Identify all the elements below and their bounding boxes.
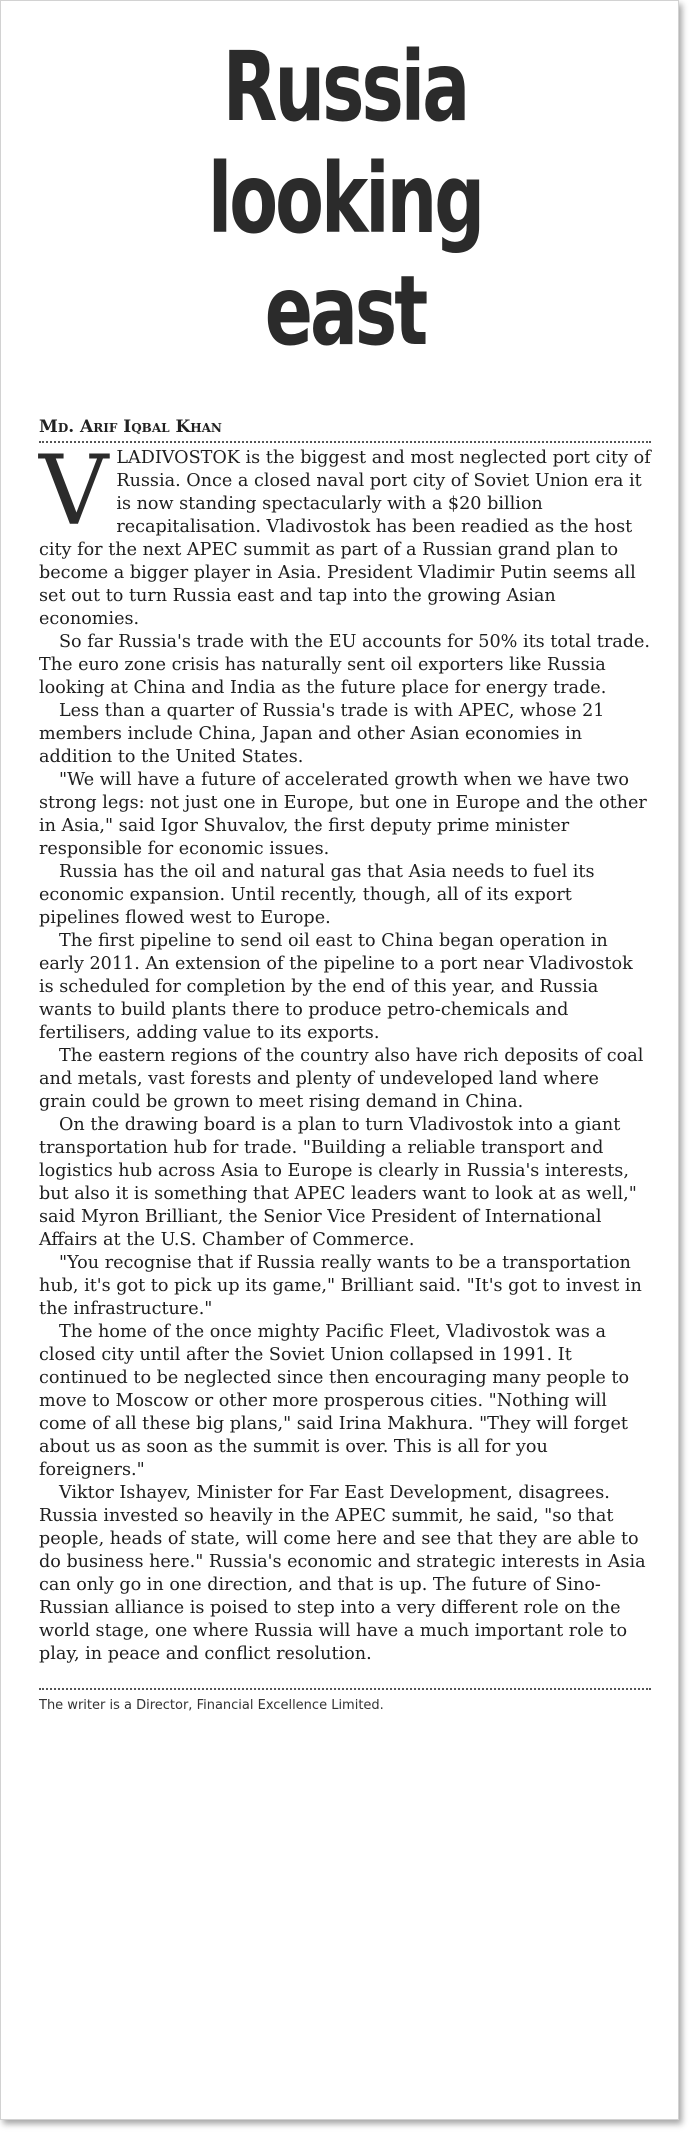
article-paragraph: Less than a quarter of Russia's trade is with APEC, whose 21 members include China, Japan and other Asian economies in addition to the United States. [39, 701, 605, 767]
article-paragraph: "We will have a future of accelerated growth when we have two strong legs: not just one in Europe, but one in Europe and the other in Asia," said Igor Shuvalov, the first deputy prime minister responsible for economic issues. [39, 770, 647, 859]
article-paragraph: Viktor Ishayev, Minister for Far East Development, disagrees. Russia invested so heavily in the APEC summit, he said, "so that people, heads of state, will come here and see that they are able to do business here." Russia's economic and strategic interests in Asia can only go in one direction, and that is up. The future of Sino-Russian alliance is poised to step into a very different role on the world stage, one where Russia will have a much important role to play, in peace and conflict resolution. [39, 1483, 646, 1664]
first-paragraph-text: LADIVOSTOK is the biggest and most neglected port city of Russia. Once a closed naval port city of Soviet Union era it is now standing spectacularly with a $20 billion recapitalisation. Vladivostok has been readied as the host city for the next APEC summit as part of a Russian grand plan to become a bigger player in Asia. President Vladimir Putin seems all set out to turn Russia east and tap into the growing Asian economies. [39, 448, 651, 629]
footer-divider [39, 1688, 651, 1690]
article-paragraph: The first pipeline to send oil east to China began operation in early 2011. An extension of the pipeline to a port near Vladivostok is scheduled for completion by the end of this year, and Russia wants to build plants there to produce petro-chemicals and fertilisers, adding value to its exports. [39, 931, 633, 1043]
article-body [39, 435, 651, 1666]
drop-cap: V [39, 435, 109, 547]
article-paragraph: On the drawing board is a plan to turn Vladivostok into a giant transportation hub for trade. "Building a reliable transport and logistics hub across Asia to Europe is clearly in Russia's interests, but also it is something that APEC leaders want to look at as well," said Myron Brilliant, the Senior Vice President of International Affairs at the U.S. Chamber of Commerce. [39, 1115, 637, 1250]
article-paragraph: The home of the once mighty Pacific Fleet, Vladivostok was a closed city until after the Soviet Union collapsed in 1991. It continued to be neglected since then encouraging many people to move to Moscow or other more prosperous cities. "Nothing will come of all these big plans," said Irina Makhura. "They will forget about us as soon as the summit is over. This is all for you foreigners." [39, 1322, 630, 1480]
byline: Md. Arif Iqbal Khan [39, 417, 222, 437]
article-paragraph [39, 435, 651, 631]
article-paragraph: Russia has the oil and natural gas that Asia needs to fuel its economic expansion. Until recently, though, all of its export pipelines flowed west to Europe. [39, 862, 595, 928]
article-paragraph: So far Russia's trade with the EU accounts for 50% its total trade. The euro zone crisis has naturally sent oil exporters like Russia looking at China and India as the future place for energy trade. [39, 632, 650, 698]
headline-line-1: Russia [222, 31, 468, 143]
article-paragraph: The eastern regions of the country also have rich deposits of coal and metals, vast forests and plenty of undeveloped land where grain could be grown to meet rising demand in China. [39, 1046, 644, 1112]
headline-line-2: looking east [207, 143, 483, 367]
headline [119, 31, 572, 367]
author-note: The writer is a Director, Financial Excellence Limited. [39, 1698, 384, 1713]
article-container [39, 31, 651, 1713]
article-paragraph: "You recognise that if Russia really wants to be a transportation hub, it's got to pick up its game," Brilliant said. "It's got to invest in the infrastructure." [39, 1253, 642, 1319]
byline-divider [39, 441, 651, 443]
